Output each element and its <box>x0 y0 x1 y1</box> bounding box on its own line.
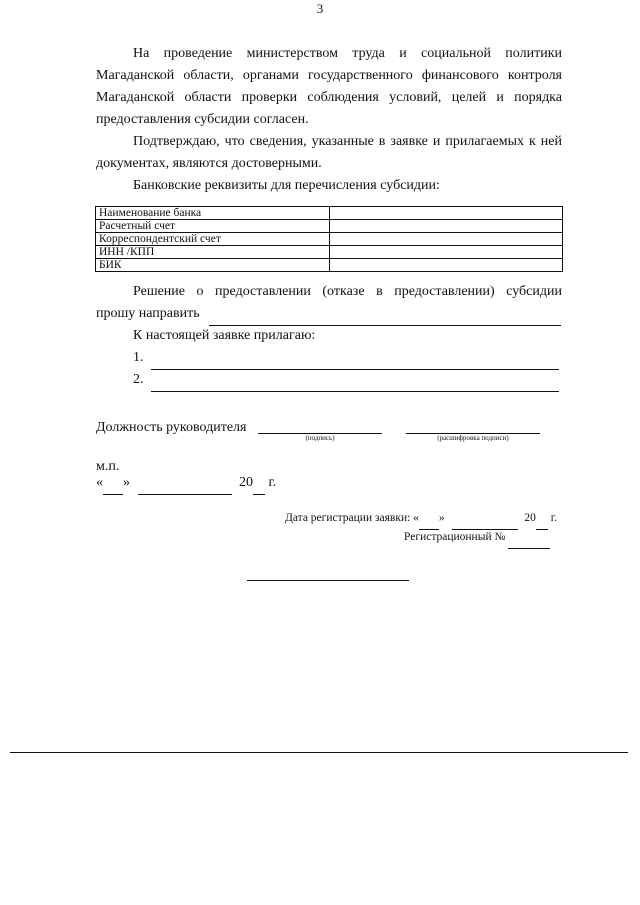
date-close-quote: » <box>123 475 130 490</box>
position-label: Должность руководителя <box>96 420 247 435</box>
table-row <box>96 207 563 220</box>
attachment-number: 1. <box>133 350 144 365</box>
registration-date-label: Дата регистрации заявки: « <box>285 512 419 524</box>
page-number: 3 <box>316 1 324 16</box>
bank-details-table <box>95 206 563 272</box>
registration-number-row <box>404 526 550 549</box>
signature-decode-field[interactable] <box>406 417 540 434</box>
table-row <box>96 220 563 233</box>
bik-value[interactable] <box>330 259 563 272</box>
table-row <box>96 246 563 259</box>
consent-paragraph: На проведение министерством труда и социальной политики Магаданской области, органами государственного финансового контроля Магаданской области проверки соблюдения условий, целей и порядка предоставления субсидии согласен. <box>96 46 562 127</box>
attachment-row <box>133 369 559 392</box>
page-bottom-rule <box>10 752 628 753</box>
correspondent-account-label: Корреспондентский счет <box>96 233 330 246</box>
attachment-number: 2. <box>133 372 144 387</box>
bank-name-value[interactable] <box>330 207 563 220</box>
closing-divider <box>247 580 409 581</box>
year-suffix: г. <box>268 475 277 490</box>
settlement-account-label: Расчетный счет <box>96 220 330 233</box>
month-field[interactable] <box>138 472 232 495</box>
registration-date-close: » <box>438 512 445 524</box>
day-field[interactable] <box>103 472 123 495</box>
year-prefix: 20 <box>239 475 253 490</box>
send-to-field[interactable] <box>209 303 561 326</box>
attachment-field[interactable] <box>151 347 559 370</box>
signature-decode-caption: (расшифровка подписи) <box>437 434 509 442</box>
settlement-account-value[interactable] <box>330 220 563 233</box>
date-open-quote: « <box>96 475 103 490</box>
signature-caption: (подпись) <box>305 434 335 442</box>
bank-name-label: Наименование банка <box>96 207 330 220</box>
signature-field[interactable] <box>258 417 382 434</box>
decision-address-row <box>96 303 561 326</box>
inn-kpp-label: ИНН /КПП <box>96 246 330 259</box>
attachment-field[interactable] <box>151 369 559 392</box>
inn-kpp-value[interactable] <box>330 246 563 259</box>
registration-number-label: Регистрационный № <box>404 531 506 543</box>
year-field[interactable] <box>253 472 265 495</box>
bik-label: БИК <box>96 259 330 272</box>
attachment-row <box>133 347 559 370</box>
send-to-label: прошу направить <box>96 306 200 321</box>
bank-details-intro: Банковские реквизиты для перечисления субсидии: <box>133 178 440 193</box>
table-row <box>96 233 563 246</box>
decision-line: Решение о предоставлении (отказе в предоставлении) субсидии <box>133 284 562 299</box>
attachments-intro: К настоящей заявке прилагаю: <box>133 328 316 343</box>
stamp-date-row <box>96 472 276 495</box>
registration-year-suffix: г. <box>550 512 558 524</box>
confirm-paragraph: Подтверждаю, что сведения, указанные в заявке и прилагаемых к ней документах, являются достоверными. <box>96 134 562 171</box>
registration-year-prefix: 20 <box>524 512 536 524</box>
registration-number-field[interactable] <box>508 526 550 549</box>
table-row <box>96 259 563 272</box>
stamp-place: м.п. <box>96 459 120 474</box>
correspondent-account-value[interactable] <box>330 233 563 246</box>
